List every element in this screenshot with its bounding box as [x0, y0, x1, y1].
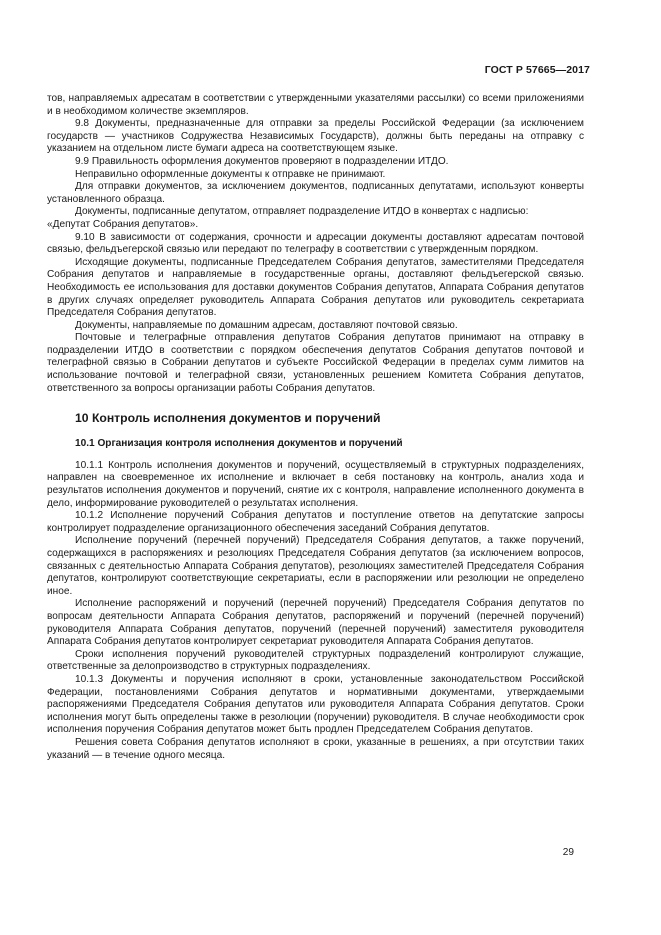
page-number: 29 — [562, 847, 574, 858]
paragraph: Исходящие документы, подписанные Председателем Собрания депутатов, заместителями Председателя Собрания депутатов и направляемые в государственные органы, доставляют фельдъегерской связью. Необходимость ее использования для доставки документов Собрания депутатов, Аппарата Собрания депутатов в других случаях определяет руководитель Аппарата Собрания депутатов или руководитель секретариата Председателя Собрания депутатов. — [47, 256, 584, 319]
paragraph: 9.8 Документы, предназначенные для отправки за пределы Российской Федерации (за исключением государств — участников Содружества Независимых Государств), должны быть переданы на отправку с указанием на отдельном листе бумаги адреса на соответствующем языке. — [47, 118, 584, 155]
paragraph: Документы, подписанные депутатом, отправляет подразделение ИТДО в конвертах с надписью: — [75, 206, 529, 218]
section-heading: 10 Контроль исполнения документов и поручений — [75, 411, 381, 426]
paragraph: Сроки исполнения поручений руководителей структурных подразделений контролируют служащие, ответственные за делопроизводство в структурных подразделениях. — [47, 648, 584, 673]
paragraphs-after-section — [47, 460, 584, 762]
paragraph: 9.10 В зависимости от содержания, срочности и адресации документы доставляют адресатам почтовой связью, фельдъегерской связью или передают по телеграфу в соответствии с утвержденным порядком. — [47, 231, 584, 256]
paragraph: Документы, направляемые по домашним адресам, доставляют почтовой связью. — [75, 319, 458, 331]
paragraph: Почтовые и телеграфные отправления депутатов Собрания депутатов принимают на отправку в подразделении ИТДО в соответствии с порядком обеспечения депутатов Собрания депутатов почтовой и телеграфной связью в Собрании депутатов и субъекте Российской Федерации в пределах сумм лимитов на использование почтовой и телеграфной связи, установленных решением Комитета Собрания депутатов, ответственного за вопросы организации работы Собрания депутатов. — [47, 332, 584, 394]
paragraph: 10.1.3 Документы и поручения исполняют в сроки, установленные законодательством Российской Федерации, постановлениями Собрания депутатов и нормативными документами, утверждаемыми распоряжениями Председателя Собрания депутатов или руководителя Аппарата Собрания депутатов. Сроки исполнения могут быть определены также в резолюции (поручении) руководителя. В случае необходимости срок исполнения поручения Собрания депутатов может быть продлен Председателем Собрания депутатов. — [47, 673, 584, 736]
paragraph: 10.1.1 Контроль исполнения документов и поручений, осуществляемый в структурных подразделениях, направлен на своевременное их исполнение и включает в себя постановку на контроль, анализ хода и результатов исполнения документов и поручений, снятие их с контроля, направление исполненного документа в дело, информирование руководителей о результатах исполнения. — [47, 459, 584, 509]
paragraph: «Депутат Собрания депутатов». — [47, 218, 199, 230]
paragraphs-before-section — [47, 93, 584, 395]
paragraph: Исполнение распоряжений и поручений (перечней поручений) Председателя Собрания депутатов по вопросам деятельности Аппарата Собрания депутатов, распоряжений и поручений (перечней поручений) руководителя Аппарата Собрания депутатов, поручений (перечней поручений) заместителя руководителя Аппарата Собрания депутатов контролирует секретариат руководителя Аппарата Собрания депутатов. — [47, 598, 584, 648]
paragraph: 9.9 Правильность оформления документов проверяют в подразделении ИТДО. — [75, 155, 449, 167]
paragraph: Неправильно оформленные документы к отправке не принимают. — [75, 168, 386, 180]
document-header: ГОСТ Р 57665—2017 — [484, 64, 590, 76]
paragraph: Исполнение поручений (перечней поручений) Председателя Собрания депутатов, а также поручений, содержащихся в распоряжениях и резолюциях Председателя Собрания депутатов (за исключением вопросов, связанных с деятельностью Аппарата Собрания депутатов), резолюциях заместителей Председателя Собрания депутатов, контролируют соответствующие секретариаты, если в распоряжении или резолюции не определено иное. — [47, 535, 584, 597]
subsection-heading: 10.1 Организация контроля исполнения документов и поручений — [75, 438, 403, 450]
paragraph: Для отправки документов, за исключением документов, подписанных депутатами, используют конверты установленного образца. — [47, 181, 584, 205]
document-body — [47, 93, 584, 762]
paragraph: Решения совета Собрания депутатов исполняют в сроки, указанные в решениях, а при отсутствии таких указаний — в течение одного месяца. — [47, 736, 584, 761]
paragraph: 10.1.2 Исполнение поручений Собрания депутатов и поступление ответов на депутатские запросы контролирует подразделение организационного обеспечения заседаний Собрания депутатов. — [47, 510, 584, 534]
paragraph: тов, направляемых адресатам в соответствии с утвержденными указателями рассылки) со всеми приложениями и в необходимом количестве экземпляров. — [47, 93, 584, 117]
